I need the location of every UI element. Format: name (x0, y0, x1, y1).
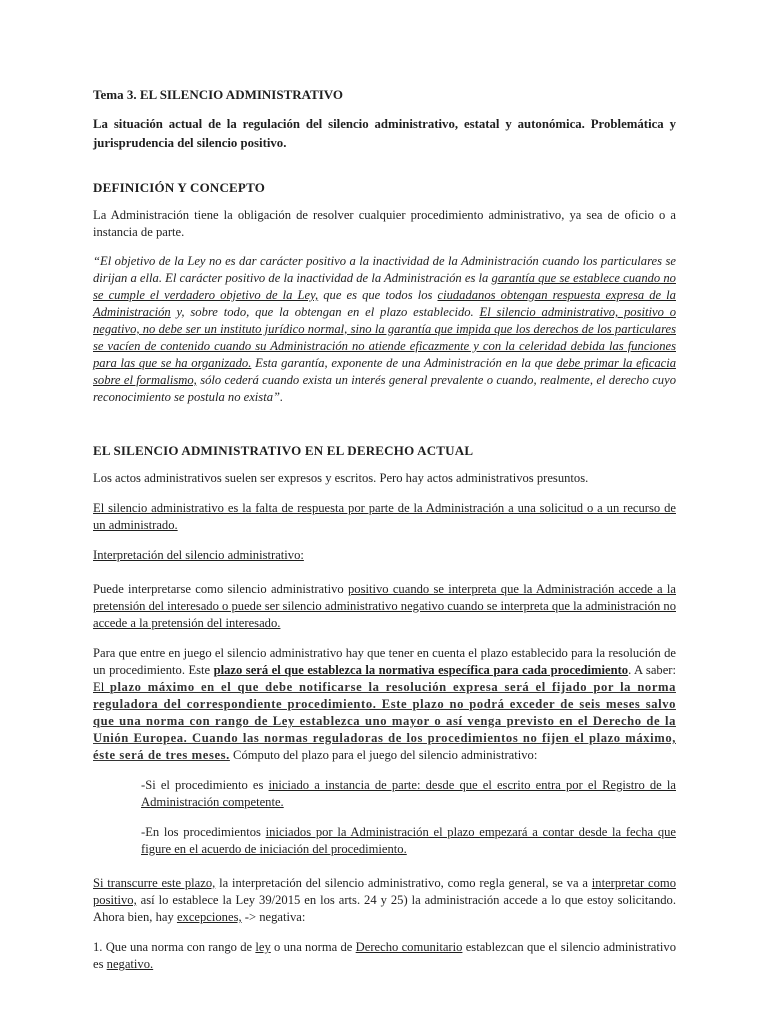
paragraph-interpretacion-heading: Interpretación del silencio administrativo: (93, 548, 304, 562)
item2-underlined: iniciados por la Administración el plazo empezará a contar desde la fecha que figure en el acuerdo de iniciación del procedimiento. (141, 825, 677, 856)
p7-underlined-2: interpretar como positivo, (93, 876, 677, 907)
item1-underlined: iniciado a instancia de parte: desde que el escrito entra por el Registro de la Administración competente. (141, 778, 676, 809)
paragraph-excepcion-1 (93, 939, 676, 973)
p7-text-1: la interpretación del silencio administrativo, como regla general, se va a (215, 876, 592, 890)
paragraph-plazo (93, 645, 676, 764)
item2-text: -En los procedimientos (141, 825, 266, 839)
quote-text-2: que es que todos los (318, 288, 438, 302)
quote-underlined-1: garantía que se establece cuando no se cumple el verdadero objetivo de la Ley, (93, 271, 676, 302)
p8-text-3: establezcan que el silencio administrativo es (93, 940, 676, 971)
interpretacion-text: Puede interpretarse como silencio administrativo (93, 582, 348, 596)
paragraph-actos: Los actos administrativos suelen ser expresos y escritos. Pero hay actos administrativos presuntos. (93, 471, 589, 485)
interpretacion-underlined: positivo cuando se interpreta que la Administración accede a la pretensión del interesado o puede ser silencio administrativo negativo cuando se interpreta que la administración no accede a la pretensión del interesado. (93, 582, 676, 630)
quote-underlined-4: debe primar la eficacia sobre el formalismo, (93, 356, 677, 387)
paragraph-definicion-silencio: El silencio administrativo es la falta de respuesta por parte de la Administración a una solicitud o a un recurso de un administrado. (93, 501, 676, 532)
p7-text-2: así lo establece la Ley 39/2015 en los arts. 24 y 25) la administración accede a lo que estoy solicitando. Ahora bien, hay (93, 893, 676, 924)
p7-underlined-3: excepciones, (176, 910, 242, 924)
plazo-text-1: Para que entre en juego el silencio administrativo hay que tener en cuenta el plazo establecido para la resolución de un procedimiento. Este (93, 646, 676, 677)
plazo-text-3: Cómputo del plazo para el juego del silencio administrativo: (229, 748, 538, 762)
document-subtitle: La situación actual de la regulación del silencio administrativo, estatal y autonómica. Problemática y jurisprudencia del silencio positivo. (93, 117, 676, 150)
quote-text-4: Esta garantía, exponente de una Administración en la que (251, 356, 557, 370)
paragraph-interpretacion (93, 581, 676, 632)
plazo-text-2: . A saber: (628, 663, 676, 677)
p7-underlined-1: Si transcurre este plazo, (93, 876, 216, 890)
heading-derecho-actual: EL SILENCIO ADMINISTRATIVO EN EL DERECHO ACTUAL (93, 443, 474, 458)
p8-underlined-3: negativo. (106, 957, 154, 971)
plazo-bold-1: plazo será el que establezca la normativa específica para cada procedimiento (213, 663, 629, 677)
quote-text-3: y, sobre todo, que la obtengan en el plazo establecido. (170, 305, 480, 319)
paragraph-obligacion: La Administración tiene la obligación de resolver cualquier procedimiento administrativo, ya sea de oficio o a instancia de parte. (93, 208, 676, 239)
p8-text-2: o una norma de (270, 940, 356, 954)
list-item-iniciados-administracion (93, 824, 676, 858)
plazo-bold-2: plazo máximo en el que debe notificarse la resolución expresa será el fijado por la norma reguladora del correspondiente procedimiento. Este plazo no podrá exceder de seis meses salvo que una norma con rango de Ley establezca uno mayor o así venga previsto en el Derecho de la Unión Europea. Cuando las normas reguladoras de los procedimientos no fijen el plazo máximo, éste será de tres meses. (93, 680, 676, 762)
document-title: Tema 3. EL SILENCIO ADMINISTRATIVO (93, 87, 344, 102)
quote-text-5: sólo cederá cuando exista un interés general prevalente o cuando, realmente, el derecho cuyo reconocimiento se postula no exista”. (93, 373, 676, 404)
p8-underlined-1: ley (255, 940, 271, 954)
p8-underlined-2: Derecho comunitario (355, 940, 463, 954)
list-item-instancia-parte (93, 777, 676, 811)
quote-text-1: “El objetivo de la Ley no es dar carácter positivo a la inactividad de la Administración cuando los particulares se dirijan a ella. El carácter positivo de la inactividad de la Administración es la (93, 254, 676, 285)
p7-text-3: -> negativa: (241, 910, 306, 924)
item1-text: -Si el procedimiento es (141, 778, 269, 792)
paragraph-transcurre-plazo (93, 875, 676, 926)
quote-underlined-2: ciudadanos obtengan respuesta expresa de la Administración (93, 288, 676, 319)
p8-text-1: 1. Que una norma con rango de (93, 940, 256, 954)
quote-underlined-3: El silencio administrativo, positivo o negativo, no debe ser un instituto jurídico normal, sino la garantía que impida que los derechos de los particulares se vacíen de contenido cuando su Administración no atiende eficazmente y con la celeridad debida las funciones para las que se ha organizado. (93, 305, 676, 370)
quote-paragraph (93, 253, 676, 406)
plazo-underlined-el: El (93, 680, 110, 694)
heading-definicion: DEFINICIÓN Y CONCEPTO (93, 180, 266, 195)
